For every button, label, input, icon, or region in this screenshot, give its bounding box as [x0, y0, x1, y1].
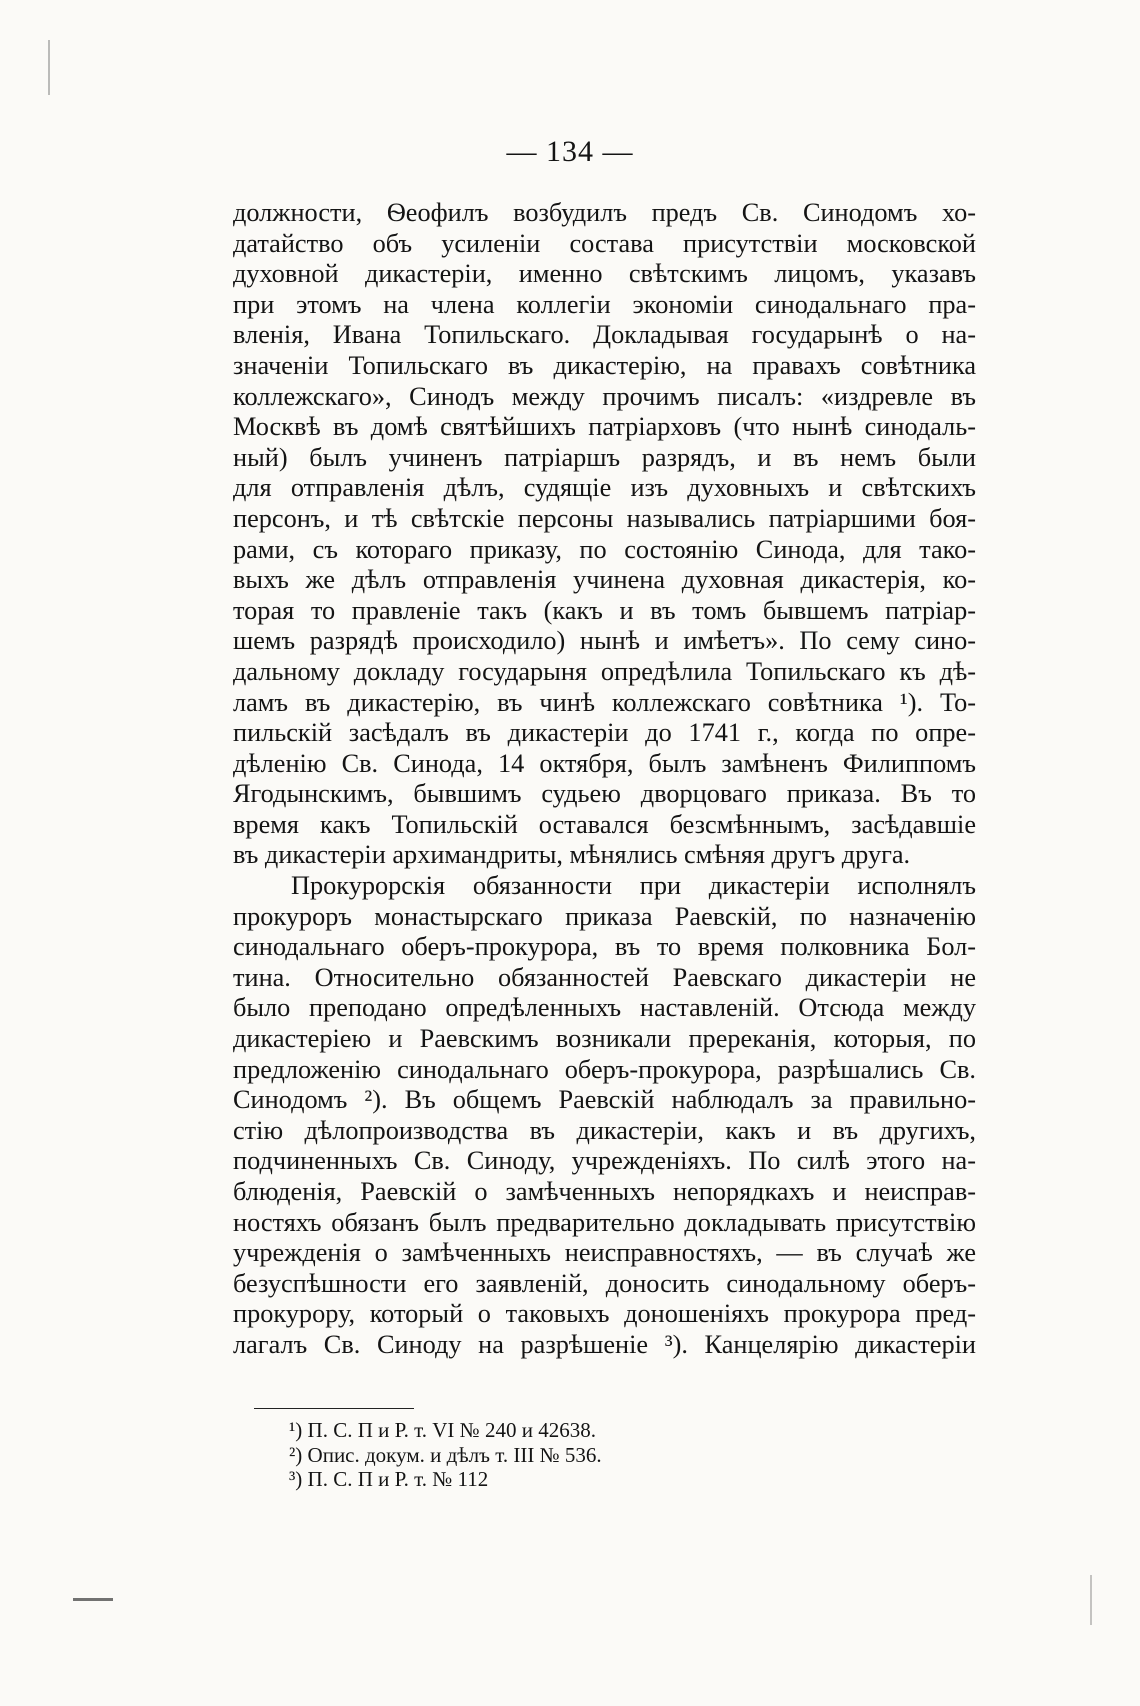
- text-line: значеніи Топильскаго въ дикастерію, на правахъ совѣтника: [233, 350, 976, 380]
- text-line: блюденія, Раевскій о замѣченныхъ непорядкахъ и неисправ-: [233, 1177, 976, 1206]
- text-line: ный) былъ учиненъ патріаршъ разрядъ, и въ немъ были: [233, 442, 976, 472]
- text-line: было преподано опредѣленныхъ наставленій. Отсюда между: [233, 993, 976, 1023]
- footnote: ³) П. С. П и Р. т. № 112: [289, 1467, 489, 1491]
- text-line: учрежденія о замѣченныхъ неисправностяхъ, — въ случаѣ же: [233, 1238, 976, 1268]
- text-line: дикастеріею и Раевскимъ возникали пререканія, которыя, по: [233, 1024, 976, 1054]
- text-line: для отправленія дѣлъ, судящіе изъ духовныхъ и свѣтскихъ: [233, 473, 976, 503]
- text-line: синодальнаго оберъ-прокурора, въ то время полковника Бол-: [233, 932, 976, 962]
- text-line: шемъ разрядѣ происходило) нынѣ и имѣетъ». По сему сино-: [233, 626, 976, 656]
- text-line: персонъ, и тѣ свѣтскіе персоны назывались патріаршими боя-: [233, 503, 976, 533]
- text-line: подчиненныхъ Св. Синоду, учрежденіяхъ. По силѣ этого на-: [233, 1146, 976, 1176]
- text-line: ламъ въ дикастерію, въ чинѣ коллежскаго совѣтника ¹). То-: [233, 687, 976, 717]
- footnote: ¹) П. С. П и Р. т. VI № 240 и 42638.: [289, 1418, 596, 1442]
- text-line: Синодомъ ²). Въ общемъ Раевскій наблюдалъ за правильно-: [233, 1085, 976, 1115]
- text-line: при этомъ на члена коллегіи экономіи синодальнаго пра-: [233, 289, 976, 319]
- scan-margin-mark-right: [1090, 1575, 1092, 1625]
- text-line: выхъ же дѣлъ отправленія учинена духовная дикастерія, ко-: [233, 565, 976, 595]
- text-line: Москвѣ въ домѣ святѣйшихъ патріарховъ (что нынѣ синодаль-: [233, 412, 976, 442]
- footnote: ²) Опис. докум. и дѣлъ т. III № 536.: [289, 1442, 602, 1467]
- footnotes: [289, 1418, 602, 1492]
- text-line: вленія, Ивана Топильскаго. Докладывая государынѣ о на-: [233, 320, 976, 350]
- text-line: стію дѣлопроизводства въ дикастеріи, какъ и въ другихъ,: [233, 1115, 976, 1145]
- text-line: Ягодынскимъ, бывшимъ судьею дворцоваго приказа. Въ то: [233, 779, 976, 809]
- text-line: дѣленію Св. Синода, 14 октября, былъ замѣненъ Филиппомъ: [233, 748, 976, 778]
- text-line: датайство объ усиленіи состава присутствіи московской: [233, 228, 976, 258]
- text-line: безуспѣшности его заявленій, доносить синодальному оберъ-: [233, 1268, 976, 1298]
- text-line: коллежскаго», Синодъ между прочимъ писалъ: «издревле въ: [233, 381, 976, 411]
- text-line: предложенію синодальнаго оберъ-прокурора, разрѣшались Св.: [233, 1054, 976, 1084]
- text-line: прокуроръ монастырскаго приказа Раевскій, по назначенію: [233, 901, 976, 931]
- text-line: торая то правленіе такъ (какъ и въ томъ бывшемъ патріар-: [233, 595, 976, 625]
- text-line: тина. Относительно обязанностей Раевскаго дикастеріи не: [233, 962, 976, 992]
- text-line: прокурору, который о таковыхъ доношеніяхъ прокурора пред-: [233, 1299, 976, 1329]
- text-line: рами, съ котораго приказу, по состоянію Синода, для тако-: [233, 534, 976, 564]
- page-number: — 134 —: [506, 135, 634, 168]
- text-line: дальному докладу государыня опредѣлила Топильскаго къ дѣ-: [233, 656, 976, 686]
- text-line: Прокурорскія обязанности при дикастеріи исполнялъ: [291, 871, 976, 901]
- text-line: время какъ Топильскій оставался безсмѣннымъ, засѣдавшіе: [233, 809, 976, 839]
- text-line: лагалъ Св. Синоду на разрѣшеніе ³). Канцелярію дикастеріи: [233, 1329, 976, 1359]
- scan-margin-dash: [73, 1598, 113, 1601]
- footnote-rule: [254, 1408, 414, 1409]
- text-line: въ дикастеріи архимандриты, мѣнялись смѣняя другъ друга.: [233, 840, 911, 870]
- text-line: ностяхъ обязанъ былъ предварительно докладывать присутствію: [233, 1207, 976, 1237]
- text-line: пильскій засѣдалъ въ дикастеріи до 1741 г., когда по опре-: [233, 718, 976, 748]
- text-line: духовной дикастеріи, именно свѣтскимъ лицомъ, указавъ: [233, 259, 976, 289]
- scan-margin-mark: [48, 40, 50, 95]
- body-text: [233, 198, 976, 1361]
- text-line: должности, Ѳеофилъ возбудилъ предъ Св. Синодомъ хо-: [233, 198, 976, 227]
